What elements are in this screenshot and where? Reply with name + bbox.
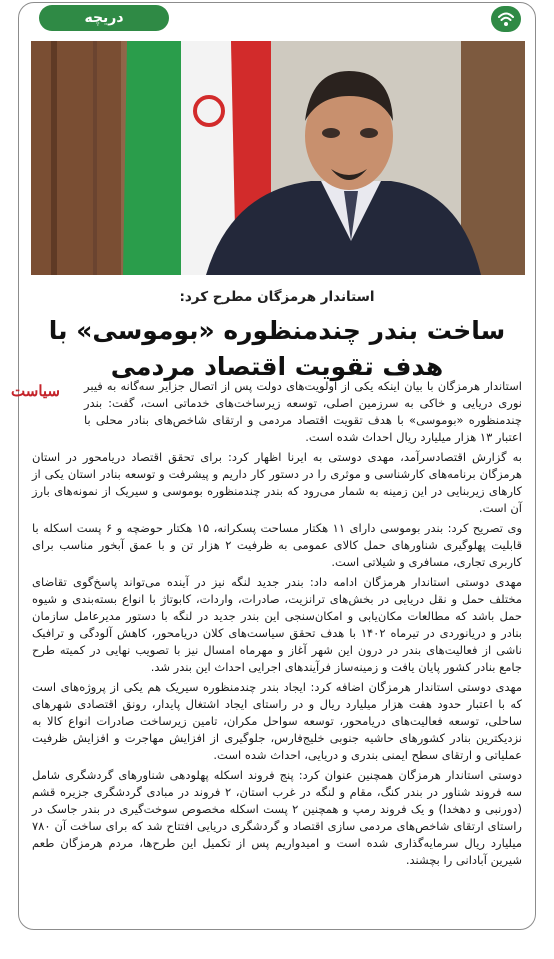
article-title: ساخت بندر چندمنظوره «بوموسی» با هدف تقویت اقتصاد مردمی xyxy=(48,316,506,381)
article-body xyxy=(32,378,522,872)
rubric-bar xyxy=(19,3,535,35)
paragraph: مهدی دوستی استاندار هرمزگان اضافه کرد: ایجاد بندر چندمنظوره سیریک هم یکی از پروژه‌های است که با اعتبار حدود هفت هزار میلیارد ریال و در راستای ایجاد اشتغال پایدار، رونق اقتصادی شهرهای ساحلی، توسعه فعالیت‌های دریامحور، توسعه سواحل مکران، تامین زیرساخت صادرات انواع کالا به نزدیکترین بنادر کشورهای حاشیه جنوبی خلیج‌فارس، جلوگیری از افزایش مهاجرت و افزایش ظرفیت عملیاتی و ارتقای سطح ایمنی بندری و دریایی، احداث شده است. xyxy=(32,680,522,762)
paragraph: به گزارش اقتصادسرآمد، مهدی دوستی به ایرنا اظهار کرد: برای تحقق اقتصاد دریامحور در استان هرمزگان برنامه‌های کارشناسی و موثری را در دستور کار داریم و پیشرفت و توسعه بنادر استان یکی از کارهای زیربنایی در این زمینه به شمار می‌رود که بندر چندمنظوره بوموسی و سیریک از نمونه‌های بارز آن است. xyxy=(32,450,522,515)
paragraph: استاندار هرمزگان با بیان اینکه یکی از اولویت‌های دولت پس از اتصال جزایر سه‌گانه به فیبر نوری دریایی و خاکی به سرزمین اصلی، توسعه زیرساخت‌های خدماتی است، گفت: بندر چندمنظوره «بوموسی» با هدف تقویت اقتصاد مردمی و ارتقای شاخص‌های بنادر محلی با اعتبار ۱۳ هزار میلیارد ریال احداث شده است. xyxy=(84,379,522,444)
article-subtitle: استاندار هرمزگان مطرح کرد: xyxy=(179,289,375,305)
paragraph: وی تصریح کرد: بندر بوموسی دارای ۱۱ هکتار مساحت پسکرانه، ۱۵ هکتار حوضچه و ۶ پست اسکله با قابلیت پهلوگیری شناورهای حمل کالای عمومی به ظرفیت ۲ هزار تن و با عمق آبخور مناسب برای کاربری تجاری، مسافری و شیلاتی است. xyxy=(32,521,522,569)
wifi-icon xyxy=(491,6,521,32)
portrait-photo xyxy=(31,41,525,275)
headline-block xyxy=(33,289,521,385)
publication-logo: سیاست xyxy=(11,382,60,400)
paragraph: مهدی دوستی استاندار هرمزگان ادامه داد: بندر جدید لنگه نیز در آینده می‌تواند پاسخ‌گوی تقاضای مختلف حمل و نقل دریایی در بخش‌های ترانزیت، صادرات، واردات، کابوتاژ با انواع بسته‌بندی و شیوه حمل باشد که مطالعات مکان‌یابی و امکان‌سنجی این بندر جدید در لنگه با دستور مدیرعامل سازمان بنادر و دریانوردی در تیرماه ۱۴۰۲ با هدف تحقق سیاست‌های کلان دریامحور، کاهش آلودگی و ترافیک ناشی از فعالیت‌های بندر در درون این شهر آغاز و مهرماه امسال نیز با تصویب نهایی در کمیته طرح جامع بنادر کشور پایان یافت و زمینه‌ساز فرآیندهای اجرایی احداث این بندر شد. xyxy=(32,575,522,674)
article-photo xyxy=(31,41,525,275)
paragraph: دوستی استاندار هرمزگان همچنین عنوان کرد: پنج فروند اسکله پهلودهی شناورهای گردشگری شامل سه فروند شناور در بندر کنگ، مقام و لنگه در غرب استان، ۲ فروند در مبادی گردشگری جزیره قشم (دورنبی و دهخدا) و یک فروند رمپ و همچنین ۲ پست اسکله مخصوص سوخت‌گیری در بندر جاسک در راستای ارتقای شاخص‌های مردمی سازی اقتصاد و گردشگری دریایی افتتاح شد که برای ساخت آن ۷۸۰ میلیارد ریال سرمایه‌گذاری شده است و امیدواریم پس از تکمیل این طرح‌ها، مردم هرمزگان طعم شیرین آبادانی را بچشند. xyxy=(32,768,522,867)
rubric-label: دریچه xyxy=(39,5,169,31)
